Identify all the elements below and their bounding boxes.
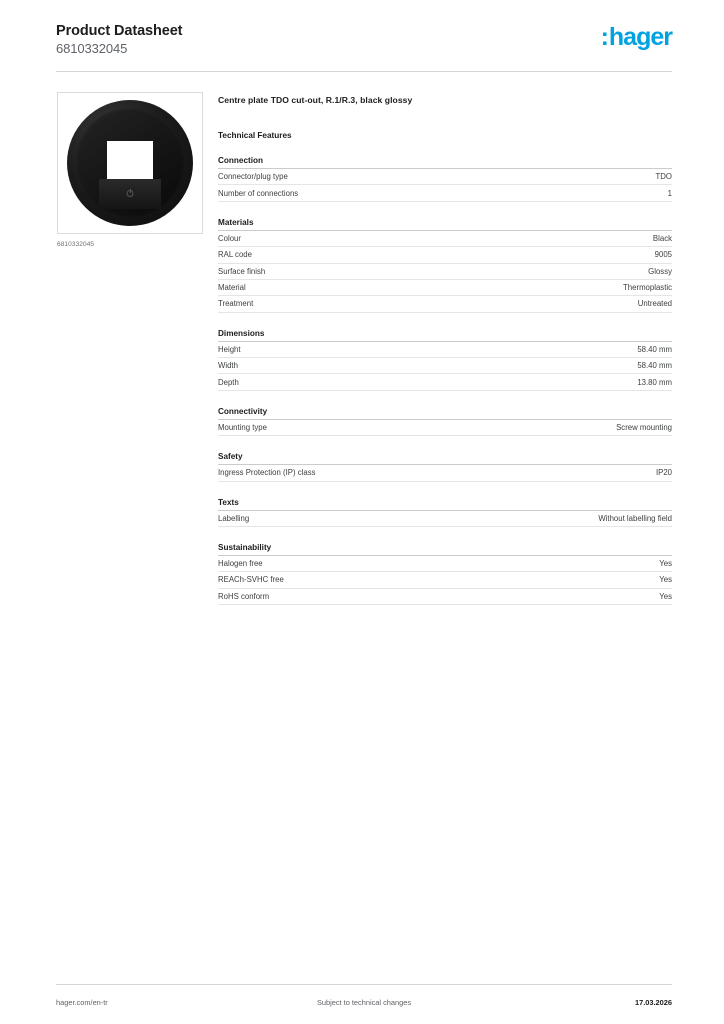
spec-value: Yes: [659, 591, 672, 601]
spec-value: 9005: [654, 250, 672, 260]
specification-groups: [218, 156, 672, 605]
spec-row: [218, 556, 672, 572]
spec-value: 1: [667, 188, 672, 198]
footer-note: Subject to technical changes: [316, 998, 412, 1007]
spec-value: Yes: [659, 575, 672, 585]
product-image-caption: 6810332045: [57, 241, 95, 248]
spec-label: REACh-SVHC free: [218, 575, 284, 585]
spec-value: 58.40 mm: [637, 344, 672, 354]
page-header: [56, 22, 672, 57]
specification-column: [218, 95, 672, 605]
spec-row: [218, 511, 672, 527]
spec-group: [218, 543, 672, 605]
product-name: Centre plate TDO cut-out, R.1/R.3, black glossy: [218, 95, 413, 105]
logo-colon-icon: :: [600, 23, 608, 51]
spec-group-title: Sustainability: [218, 543, 672, 556]
product-image-frame: [57, 92, 203, 234]
title-block: [56, 22, 182, 57]
spec-value: Glossy: [648, 266, 672, 276]
spec-row: [218, 589, 672, 605]
spec-label: Colour: [218, 233, 241, 243]
spec-group: [218, 452, 672, 481]
spec-group-title: Safety: [218, 452, 672, 465]
plate-marker-icon: [127, 190, 134, 197]
footer-site-link[interactable]: hager.com/en-tr: [56, 998, 108, 1007]
spec-label: Treatment: [218, 299, 254, 309]
spec-label: RoHS conform: [218, 591, 270, 601]
spec-group: [218, 498, 672, 527]
spec-group-title: Connectivity: [218, 407, 672, 420]
spec-label: Connector/plug type: [218, 172, 288, 182]
spec-value: Screw mounting: [616, 422, 672, 432]
spec-row: [218, 358, 672, 374]
spec-value: Black: [652, 233, 672, 243]
spec-label: RAL code: [218, 250, 252, 260]
spec-group-title: Connection: [218, 156, 672, 169]
spec-group-title: Texts: [218, 498, 672, 511]
spec-label: Ingress Protection (IP) class: [218, 468, 316, 478]
spec-row: [218, 280, 672, 296]
spec-row: [218, 296, 672, 312]
plate-lower-face: [99, 179, 161, 209]
spec-value: Thermoplastic: [623, 283, 672, 293]
tdo-cutout: [107, 141, 153, 179]
spec-label: Width: [218, 361, 238, 371]
spec-row: [218, 247, 672, 263]
page-title: Product Datasheet: [56, 23, 183, 39]
hager-logo: [601, 25, 672, 50]
spec-value: 58.40 mm: [637, 361, 672, 371]
spec-row: [218, 572, 672, 588]
spec-row: [218, 342, 672, 358]
spec-group: [218, 407, 672, 436]
product-photo: [67, 100, 193, 226]
spec-label: Halogen free: [218, 559, 263, 569]
spec-label: Material: [218, 283, 246, 293]
spec-label: Height: [218, 344, 241, 354]
spec-row: [218, 420, 672, 436]
spec-row: [218, 264, 672, 280]
spec-row: [218, 465, 672, 481]
spec-group-title: Dimensions: [218, 329, 672, 342]
spec-label: Mounting type: [218, 422, 267, 432]
spec-label: Surface finish: [218, 266, 266, 276]
spec-row: [218, 185, 672, 201]
spec-group: [218, 329, 672, 391]
logo-wordmark: hager: [608, 23, 672, 51]
product-reference: 6810332045: [56, 41, 128, 57]
spec-value: 13.80 mm: [637, 377, 672, 387]
spec-row: [218, 231, 672, 247]
spec-label: Depth: [218, 377, 239, 387]
spec-group-title: Materials: [218, 218, 672, 231]
footer-divider: [56, 984, 672, 985]
spec-label: Number of connections: [218, 188, 299, 198]
product-image-column: [57, 92, 203, 248]
technical-features-heading: Technical Features: [218, 131, 292, 140]
spec-value: TDO: [655, 172, 672, 182]
spec-group: [218, 156, 672, 202]
spec-label: Labelling: [218, 513, 250, 523]
spec-value: Yes: [659, 559, 672, 569]
spec-row: [218, 169, 672, 185]
page-footer: [56, 998, 672, 1007]
spec-row: [218, 374, 672, 390]
footer-date: 17.03.2026: [634, 998, 672, 1007]
spec-value: IP20: [655, 468, 672, 478]
spec-value: Untreated: [637, 299, 672, 309]
spec-group: [218, 218, 672, 313]
header-divider: [56, 71, 672, 72]
spec-value: Without labelling field: [598, 513, 672, 523]
